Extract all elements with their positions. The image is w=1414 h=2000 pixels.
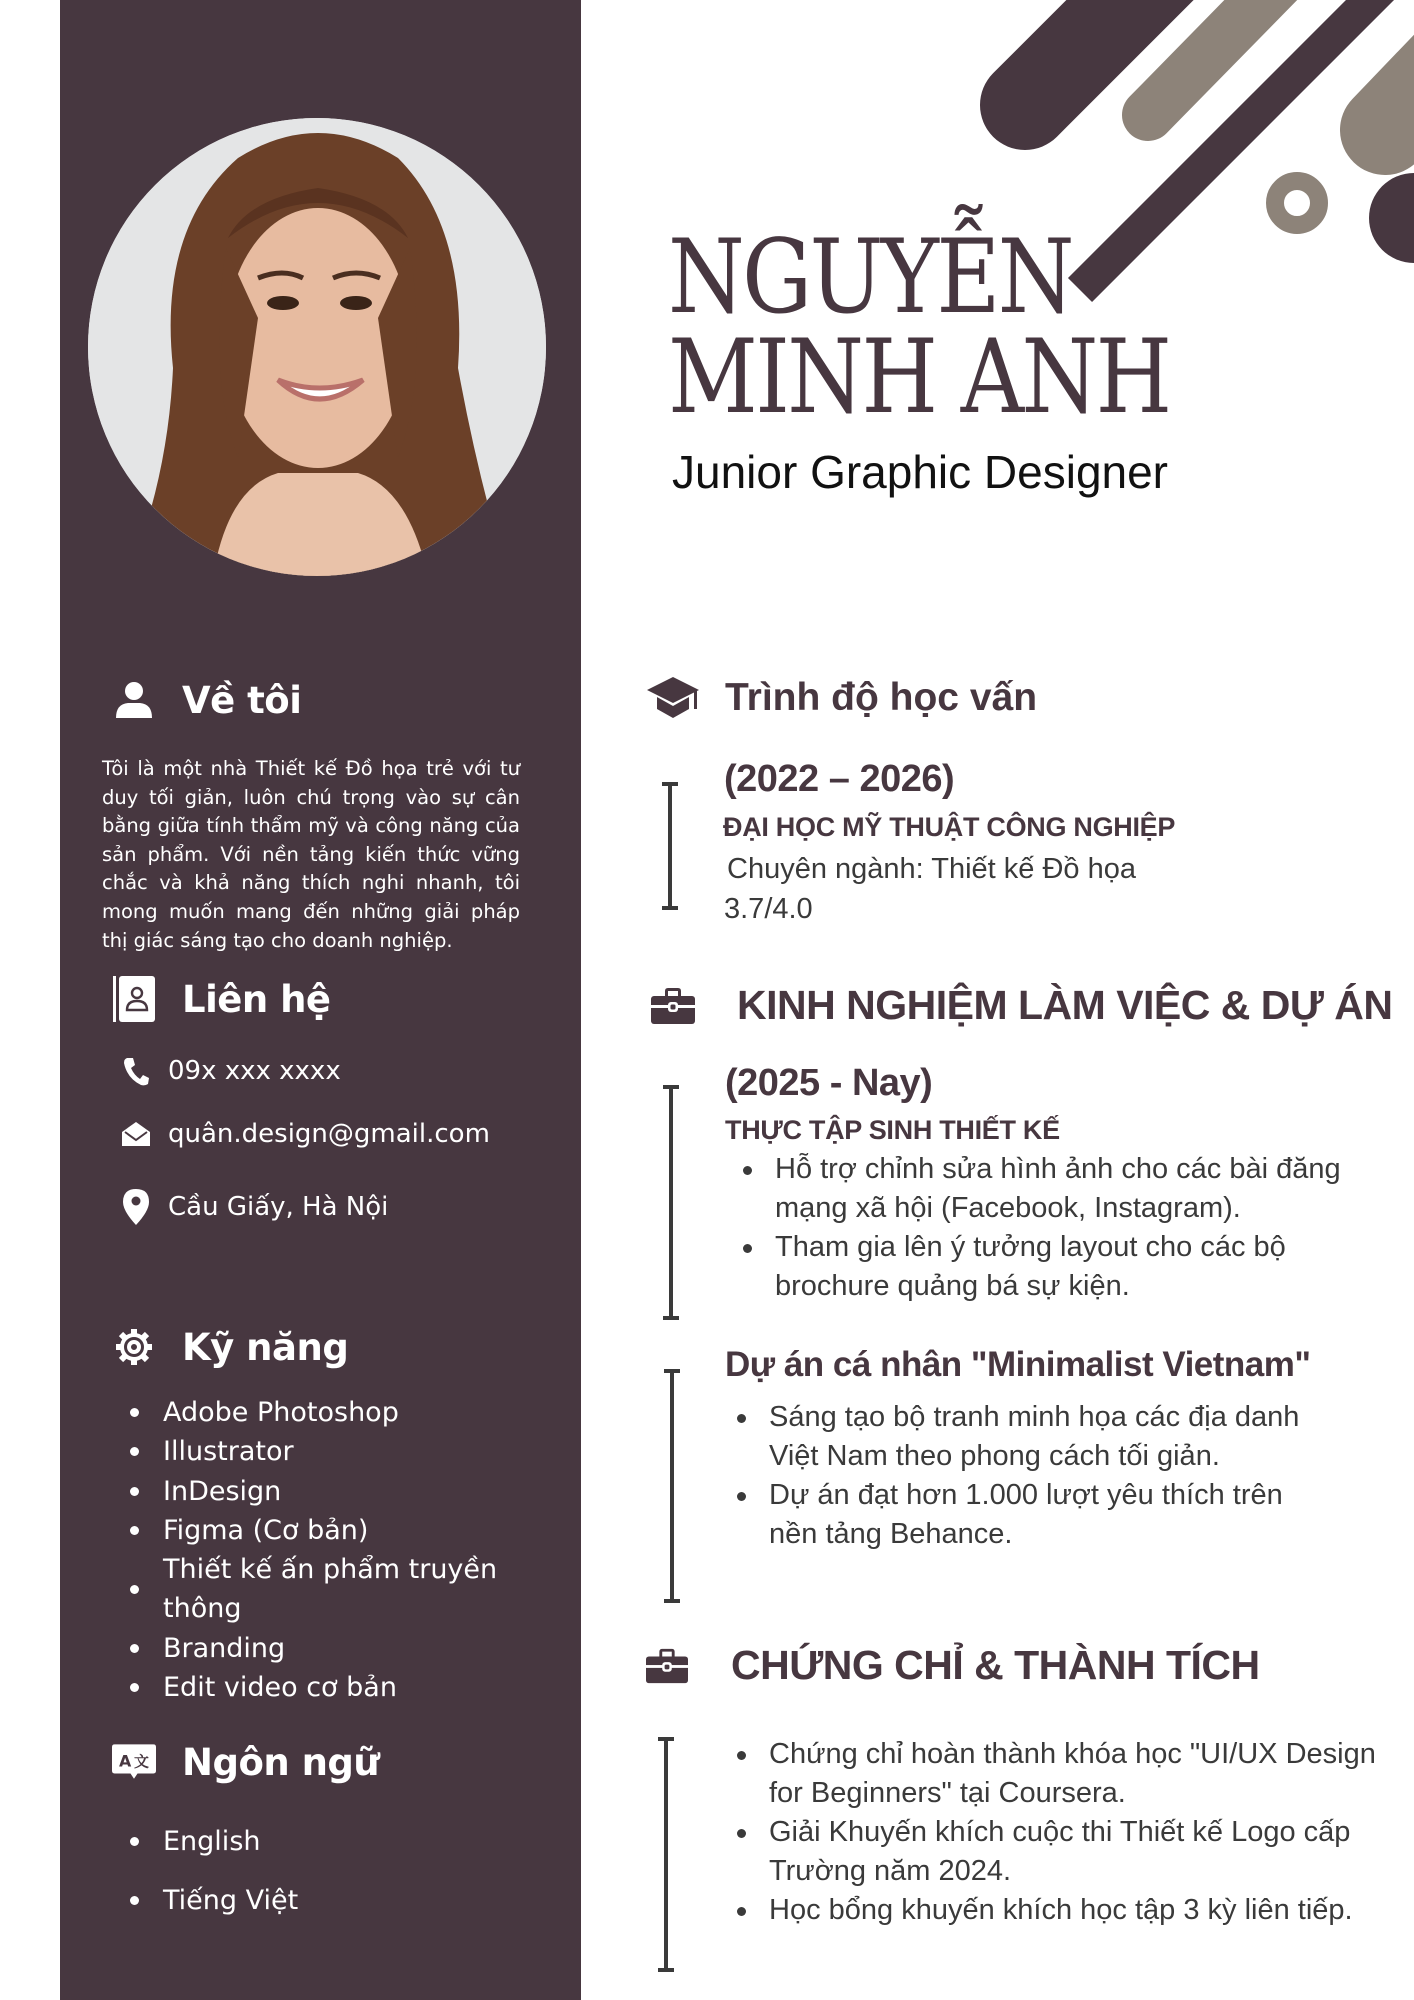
experience-title: KINH NGHIỆM LÀM VIỆC & DỰ ÁN xyxy=(737,982,1393,1028)
briefcase-icon xyxy=(645,988,701,1024)
timeline-bar xyxy=(664,1737,668,1972)
phone-text: 09x xxx xxxx xyxy=(168,1056,341,1086)
translate-icon xyxy=(112,1740,156,1784)
about-heading xyxy=(112,678,301,722)
person-name: NGUYỄN MINH ANH xyxy=(668,218,1170,437)
timeline-bar xyxy=(669,1085,673,1320)
list-item: InDesign xyxy=(130,1472,581,1511)
svg-text:A: A xyxy=(119,1751,132,1771)
experience-heading xyxy=(645,982,1393,1029)
user-icon xyxy=(112,678,156,722)
job-bullets xyxy=(735,1150,1355,1306)
project-title: Dự án cá nhân "Minimalist Vietnam" xyxy=(725,1345,1311,1384)
list-item: Figma (Cơ bản) xyxy=(130,1511,581,1550)
email-text[interactable]: quân.design@gmail.com xyxy=(168,1119,490,1149)
contact-phone xyxy=(118,1056,341,1086)
certificates-title: CHỨNG CHỈ & THÀNH TÍCH xyxy=(731,1642,1260,1688)
job-title: Junior Graphic Designer xyxy=(672,446,1169,498)
list-item: Sáng tạo bộ tranh minh họa các địa danh Việt Nam theo phong cách tối giản. xyxy=(729,1398,1339,1476)
languages-heading xyxy=(112,1740,379,1784)
certificate-bullets xyxy=(729,1735,1389,1930)
education-heading xyxy=(645,676,1037,720)
list-item: Chứng chỉ hoàn thành khóa học "UI/UX Design for Beginners" tại Coursera. xyxy=(729,1735,1389,1813)
list-item: Adobe Photoshop xyxy=(130,1393,581,1432)
education-title: Trình độ học vấn xyxy=(725,676,1038,719)
timeline-bar xyxy=(668,782,672,910)
contact-email xyxy=(118,1119,490,1149)
briefcase-icon xyxy=(639,1648,695,1684)
school-name: ĐẠI HỌC MỸ THUẬT CÔNG NGHIỆP xyxy=(723,812,1176,842)
phone-icon xyxy=(118,1056,154,1086)
sidebar xyxy=(60,0,581,2000)
certificates-heading xyxy=(639,1642,1260,1689)
list-item: Illustrator xyxy=(130,1432,581,1471)
graduation-cap-icon xyxy=(645,677,701,719)
list-item: Hỗ trợ chỉnh sửa hình ảnh cho các bài đăng mạng xã hội (Facebook, Instagram). xyxy=(735,1150,1355,1228)
list-item: Dự án đạt hơn 1.000 lượt yêu thích trên nền tảng Behance. xyxy=(729,1476,1339,1554)
gear-icon xyxy=(112,1325,156,1369)
list-item: Thiết kế ấn phẩm truyền thông xyxy=(130,1550,581,1629)
education-gpa: 3.7/4.0 xyxy=(724,893,813,925)
languages-list xyxy=(130,1812,298,1930)
list-item: Học bổng khuyến khích học tập 3 kỳ liên tiếp. xyxy=(729,1891,1389,1930)
about-text: Tôi là một nhà Thiết kế Đồ họa trẻ với tư duy tối giản, luôn chú trọng vào sự cân bằng giữa tính thẩm mỹ và công năng của sản phẩm. Với nền tảng kiến thức vững chắc và khả năng thích nghi nhanh, tôi mong muốn mang đến những giải pháp thị giác sáng tạo cho doanh nghiệp. xyxy=(102,757,520,952)
list-item: Branding xyxy=(130,1629,581,1668)
contact-book-icon xyxy=(112,977,156,1021)
education-major: Chuyên ngành: Thiết kế Đồ họa xyxy=(727,853,1136,885)
list-item: Giải Khuyến khích cuộc thi Thiết kế Logo cấp Trường năm 2024. xyxy=(729,1813,1389,1891)
education-period: (2022 – 2026) xyxy=(724,758,955,800)
skills-title: Kỹ năng xyxy=(182,1325,349,1369)
languages-title: Ngôn ngữ xyxy=(182,1740,380,1784)
job-period: (2025 - Nay) xyxy=(725,1062,933,1104)
list-item: Tiếng Việt xyxy=(130,1871,298,1930)
list-item: Edit video cơ bản xyxy=(130,1668,581,1707)
job-position: THỰC TẬP SINH THIẾT KẾ xyxy=(725,1115,1060,1145)
about-title: Về tôi xyxy=(182,678,302,722)
email-icon xyxy=(118,1122,154,1146)
svg-text:文: 文 xyxy=(134,1752,149,1771)
list-item: Tham gia lên ý tưởng layout cho các bộ brochure quảng bá sự kiện. xyxy=(735,1228,1355,1306)
skills-list xyxy=(130,1393,581,1707)
timeline-bar xyxy=(670,1369,674,1603)
list-item: English xyxy=(130,1812,298,1871)
project-bullets xyxy=(729,1398,1339,1554)
location-text: Cầu Giấy, Hà Nội xyxy=(168,1192,389,1222)
portrait-illustration xyxy=(88,118,546,576)
profile-photo xyxy=(88,118,546,576)
contact-title: Liên hệ xyxy=(182,977,331,1021)
skills-heading xyxy=(112,1325,348,1369)
contact-location xyxy=(118,1189,388,1225)
contact-heading xyxy=(112,977,331,1021)
location-pin-icon xyxy=(118,1189,154,1225)
